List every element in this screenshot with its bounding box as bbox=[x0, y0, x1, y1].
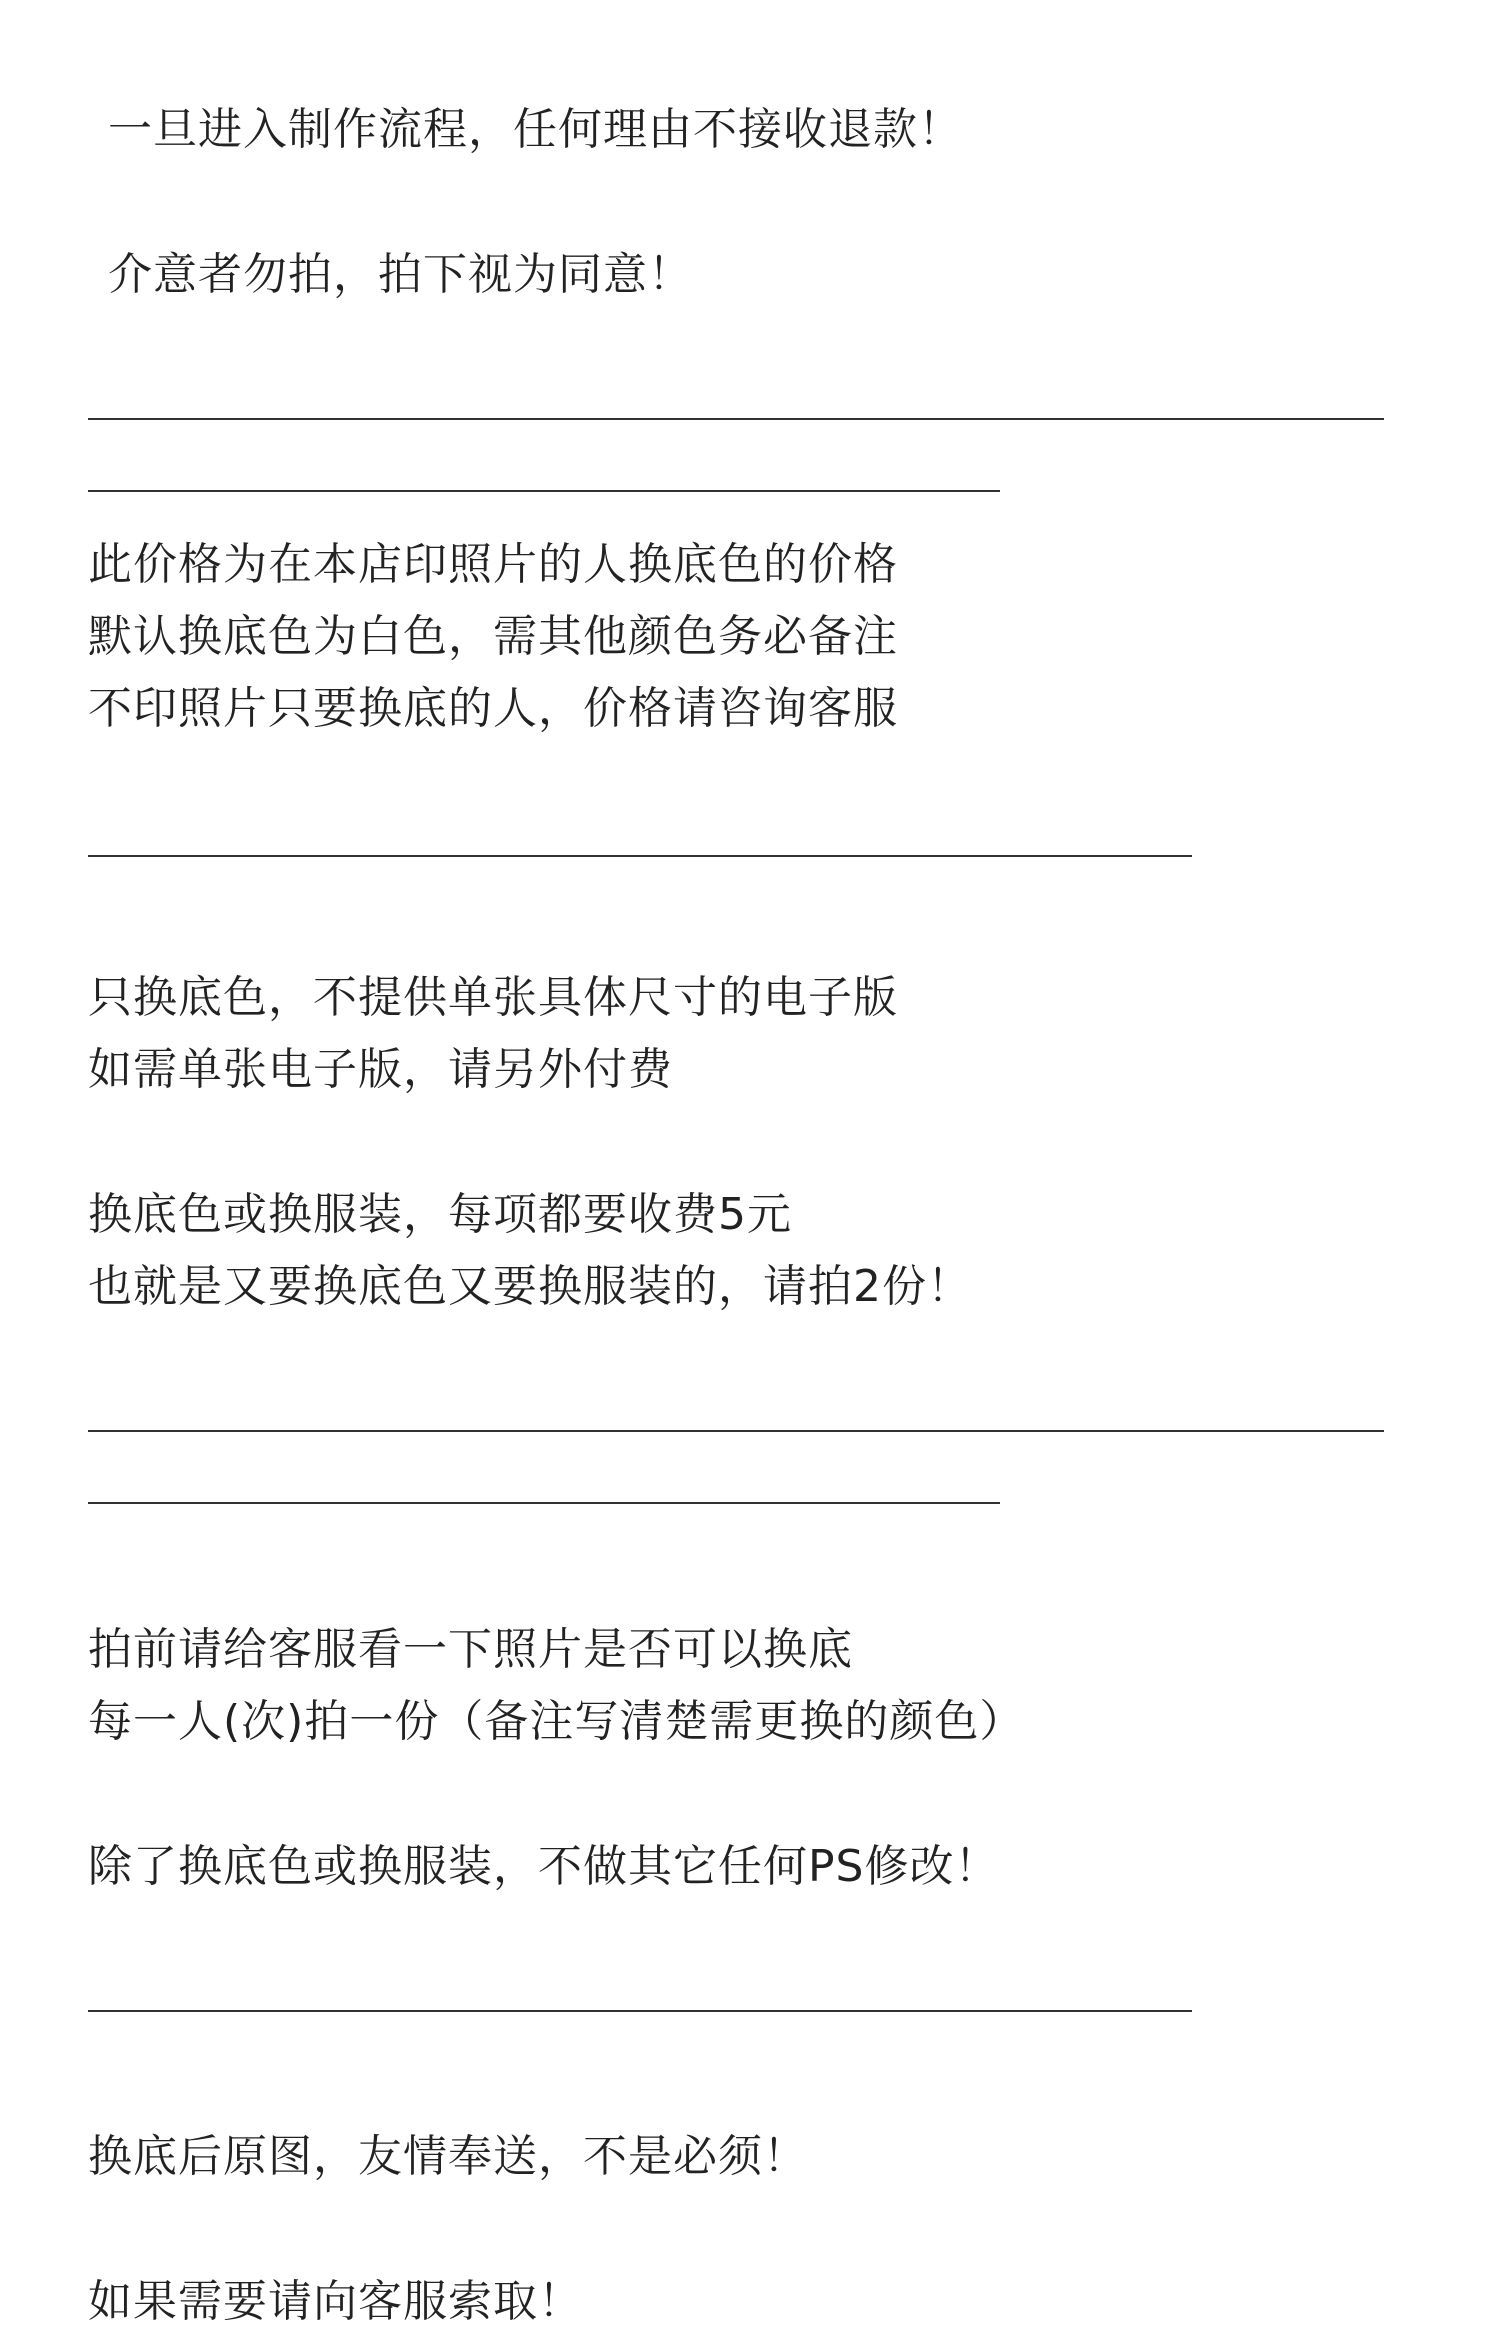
divider-line bbox=[88, 2010, 1192, 2012]
price-description: 此价格为在本店印照片的人换底色的价格 bbox=[88, 539, 898, 590]
fee-note: 换底色或换服装，每项都要收费5元 bbox=[88, 1189, 792, 1240]
agreement-notice: 介意者勿拍，拍下视为同意！ bbox=[108, 249, 693, 300]
no-print-note: 不印照片只要换底的人，价格请咨询客服 bbox=[88, 683, 898, 734]
digital-fee-note: 如需单张电子版，请另外付费 bbox=[88, 1044, 673, 1095]
divider-line bbox=[88, 1430, 1384, 1432]
default-color-note: 默认换底色为白色，需其他颜色务必备注 bbox=[88, 611, 898, 662]
contact-service-note: 如果需要请向客服索取！ bbox=[88, 2276, 583, 2327]
digital-version-note: 只换底色，不提供单张具体尺寸的电子版 bbox=[88, 972, 898, 1023]
original-image-note: 换底后原图，友情奉送，不是必须！ bbox=[88, 2131, 808, 2182]
per-person-note: 每一人(次)拍一份（备注写清楚需更换的颜色） bbox=[88, 1696, 1025, 1747]
divider-line bbox=[88, 855, 1192, 857]
double-order-note: 也就是又要换底色又要换服装的，请拍2份！ bbox=[88, 1261, 972, 1312]
no-ps-note: 除了换底色或换服装，不做其它任何PS修改！ bbox=[88, 1841, 1000, 1892]
divider-line bbox=[88, 490, 1000, 492]
divider-line bbox=[88, 1502, 1000, 1504]
no-refund-notice: 一旦进入制作流程，任何理由不接收退款！ bbox=[108, 104, 963, 155]
check-photo-note: 拍前请给客服看一下照片是否可以换底 bbox=[88, 1624, 853, 1675]
divider-line bbox=[88, 418, 1384, 420]
